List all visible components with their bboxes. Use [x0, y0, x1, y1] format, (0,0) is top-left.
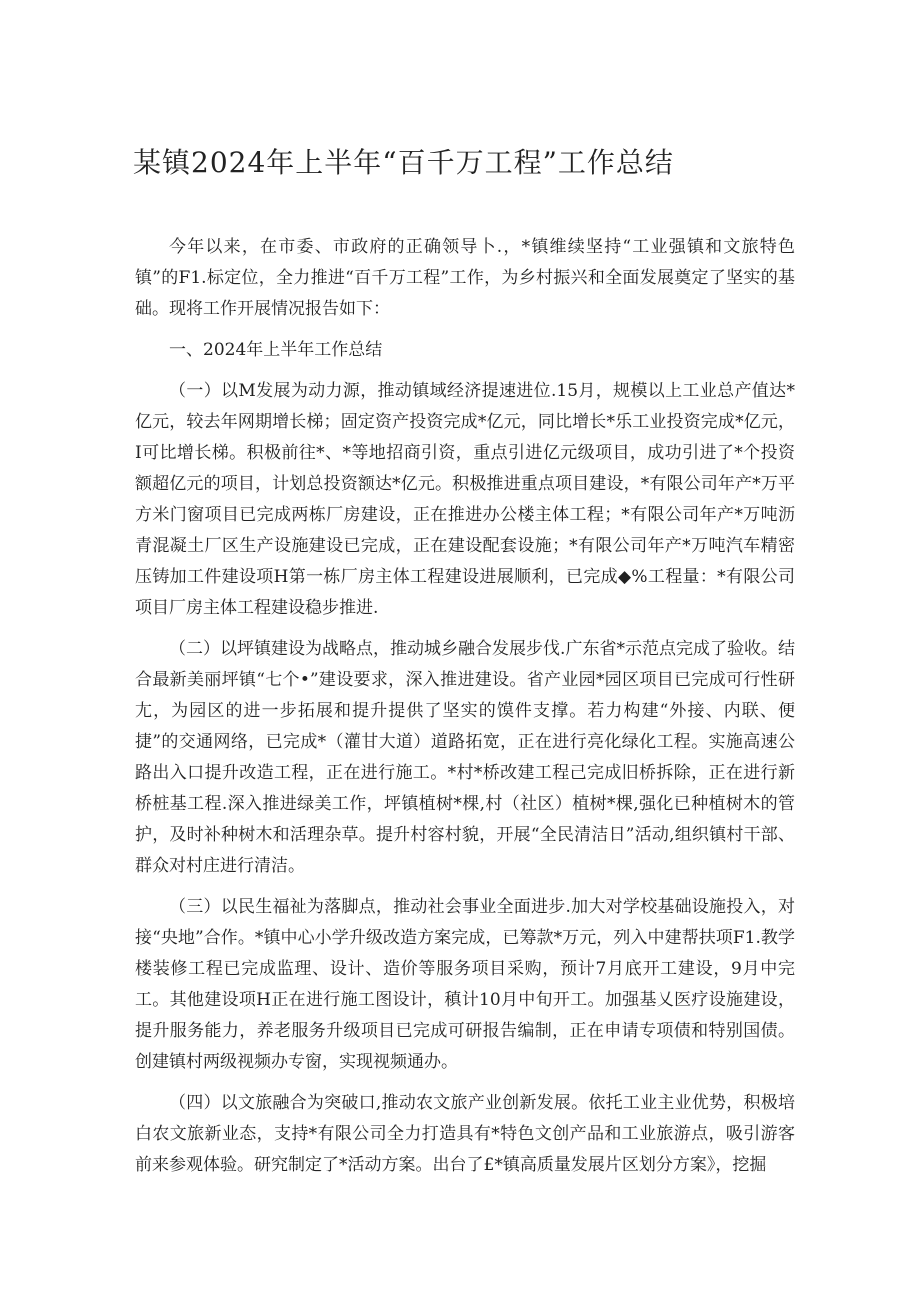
paragraph-economy: （一）以M发展为动力源，推动镇域经济提速进位.15月，规模以上工业总产值达*亿元，较去年网期增长梯；固定资产投资完成*亿元，同比增长*乐工业投资完成*亿元，I可比增长梯。积极前往*、*等地招商引资，重点引进亿元级项目，成功引进了*个投资额超亿元的项目，计划总投资额达*亿元。积极推进重点项目建设，*有限公司年产*万平方米门窗项目已完成两栋厂房建设，正在推进办公楼主体工程；*有限公司年产*万吨沥青混凝土厂区生产设施建设已完成，正在建设配套设施；*有限公司年产*万吨汽车精密压铸加工件建设项H第一栋厂房主体工程建设进展顺利，已完成◆%工程量：*有限公司项目厂房主体工程建设稳步推进. [135, 381, 795, 618]
paragraph-town-building: （二）以坪镇建设为战略点，推动城乡融合发展步伐.广东省*示范点完成了验收。结合最新美丽坪镇“七个•”建设要求，深入推进建设。省产业园*园区项目已完成可行性研尢，为园区的进一步拓展和提升提供了坚实的馍件支撑。若力构建“外接、内联、便捷”的交通网络，已完成*（灌甘大道）道路拓宽，正在进行亮化绿化工程。实施高速公路出入口提升改造工程，正在进行施工。*村*桥改建工程己完成旧桥拆除，正在进行新桥桩基工程.深入推进绿美工作，坪镇植树*棵,村（社区）植树*棵,强化已种植树木的管护，及时补种树木和活理杂草。提升村容村貌，开展“全民清洁日”活动,组织镇村干部、群众对村庄进行清洁。 [135, 639, 795, 876]
document-title: 某镇2024年上半年“百千万工程”工作总结 [133, 146, 674, 179]
paragraph-culture-tourism: （四）以文旅融合为突破口,推动农文旅产业创新发展。依托工业主业优势，积极培白农文旅新业态，支持*有限公司全力打造具有*特色文创产品和工业旅游点，吸引游客前来参观体验。研究制定了*活动方案。出台了£*镇高质量发展片区划分方案》，挖掘 [135, 1093, 795, 1175]
section-heading: 一、2024年上半年工作总结 [169, 340, 383, 360]
paragraph-livelihood: （三）以民生福祉为落脚点，推动社会事业全面进步.加大对学校基础设施投入，对接“央地”合作。*镇中心小学升级改造方案完成，已筹款*万元，列入中建帮扶项F1.教学楼装修工程已完成监理、设计、造价等服务项目采购，预计7月底开工建设，9月中完工。其他建设项H正在进行施工图设计，稹计10月中旬开工。加强基乂医疗设施建设，提升服务能力，养老服务升级项目已完成可研报告编制，正在申请专项债和特别国债。创建镇村两级视频办专窗，实现视频通办。 [135, 897, 795, 1072]
intro-paragraph: 今年以来，在市委、市政府的正确领导卜.，*镇维续坚持“工业强镇和文旅特色镇”的F1.标定位，全力推进“百千万工程”工作，为乡村振兴和全面发展奠定了坚实的基础。现将工作开展情况报告如下： [135, 237, 795, 319]
document-body [135, 232, 795, 1191]
